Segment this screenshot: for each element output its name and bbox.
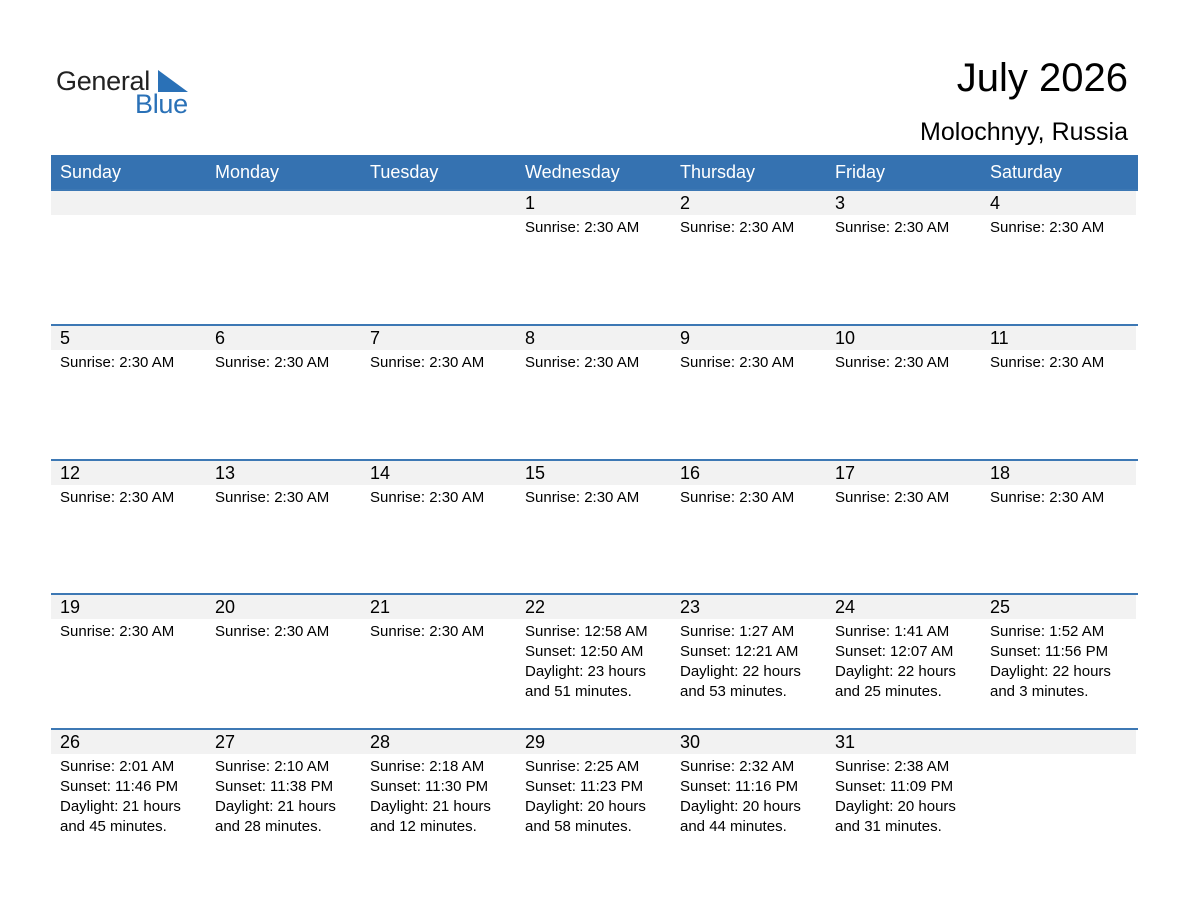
day-details — [206, 754, 361, 837]
day-cell — [361, 595, 516, 730]
day-number: 24 — [826, 595, 981, 619]
day-detail-line: and 25 minutes. — [835, 683, 942, 700]
day-details — [981, 619, 1136, 702]
day-cell — [51, 326, 206, 461]
location-subtitle: Molochnyy, Russia — [920, 118, 1128, 146]
day-detail-line: Sunrise: 2:30 AM — [370, 354, 485, 371]
day-cell — [361, 461, 516, 596]
day-details — [981, 485, 1136, 508]
day-details — [671, 350, 826, 373]
day-detail-line: Sunrise: 2:30 AM — [990, 354, 1105, 371]
day-detail-line: Sunrise: 2:30 AM — [215, 623, 330, 640]
day-cell — [51, 461, 206, 596]
day-detail-line: Sunset: 11:23 PM — [525, 778, 644, 795]
day-number: 2 — [671, 191, 826, 215]
day-details — [671, 485, 826, 508]
day-cell — [981, 595, 1136, 730]
day-detail-line: Sunrise: 2:32 AM — [680, 758, 795, 775]
day-cell — [671, 461, 826, 596]
day-detail-line: Daylight: 22 hours — [990, 663, 1111, 680]
day-detail-line: Sunset: 12:21 AM — [680, 643, 799, 660]
weekday-label: Saturday — [990, 162, 1063, 182]
day-detail-line: Sunrise: 2:30 AM — [215, 354, 330, 371]
day-details — [51, 350, 206, 373]
day-cell — [361, 326, 516, 461]
day-detail-line: Sunrise: 2:30 AM — [835, 354, 950, 371]
day-details — [51, 754, 206, 837]
day-details — [671, 215, 826, 238]
day-cell — [361, 191, 516, 326]
weekday-label: Tuesday — [370, 162, 439, 182]
day-detail-line: Sunset: 11:09 PM — [835, 778, 954, 795]
day-detail-line: Sunrise: 1:27 AM — [680, 623, 795, 640]
day-detail-line: Daylight: 20 hours — [835, 798, 956, 815]
day-cell — [981, 191, 1136, 326]
day-detail-line: Daylight: 21 hours — [370, 798, 491, 815]
day-detail-line: Sunrise: 2:30 AM — [215, 489, 330, 506]
day-details — [826, 619, 981, 702]
day-number: 25 — [981, 595, 1136, 619]
day-details — [361, 215, 516, 218]
day-details — [826, 350, 981, 373]
day-cell — [206, 191, 361, 326]
day-details — [206, 485, 361, 508]
day-cell — [826, 730, 981, 865]
day-detail-line: Daylight: 21 hours — [60, 798, 181, 815]
day-cell — [671, 191, 826, 326]
week-row — [51, 324, 1138, 461]
day-cell — [206, 595, 361, 730]
day-cell — [516, 326, 671, 461]
day-cell — [361, 730, 516, 865]
day-cell — [671, 730, 826, 865]
day-details — [671, 754, 826, 837]
day-detail-line: Sunrise: 2:30 AM — [990, 489, 1105, 506]
brand-logo — [56, 64, 206, 120]
day-cell — [51, 595, 206, 730]
day-number: 6 — [206, 326, 361, 350]
weekday-header — [51, 155, 1138, 189]
day-detail-line: Sunrise: 2:30 AM — [525, 219, 640, 236]
day-cell — [826, 461, 981, 596]
day-details — [51, 215, 206, 218]
day-detail-line: Sunset: 11:30 PM — [370, 778, 489, 795]
day-detail-line: Daylight: 22 hours — [680, 663, 801, 680]
day-detail-line: Sunrise: 2:01 AM — [60, 758, 175, 775]
day-number: 23 — [671, 595, 826, 619]
day-detail-line: and 45 minutes. — [60, 818, 167, 835]
day-number: 21 — [361, 595, 516, 619]
day-detail-line: and 51 minutes. — [525, 683, 632, 700]
day-detail-line: Sunset: 11:56 PM — [990, 643, 1109, 660]
day-cell — [981, 730, 1136, 865]
day-details — [51, 485, 206, 508]
day-detail-line: Sunrise: 2:30 AM — [525, 489, 640, 506]
logo-text-blue: Blue — [135, 89, 188, 119]
day-details — [206, 215, 361, 218]
day-detail-line: and 12 minutes. — [370, 818, 477, 835]
weekday-label: Sunday — [60, 162, 122, 182]
day-details — [361, 350, 516, 373]
day-details — [361, 485, 516, 508]
day-details — [981, 754, 1136, 757]
day-number: 16 — [671, 461, 826, 485]
day-number — [981, 730, 1136, 754]
day-details — [671, 619, 826, 702]
day-number: 8 — [516, 326, 671, 350]
day-detail-line: and 28 minutes. — [215, 818, 322, 835]
day-number: 27 — [206, 730, 361, 754]
day-detail-line: Sunrise: 2:30 AM — [835, 489, 950, 506]
day-number: 11 — [981, 326, 1136, 350]
day-detail-line: and 58 minutes. — [525, 818, 632, 835]
day-number: 5 — [51, 326, 206, 350]
week-row — [51, 189, 1138, 326]
day-number: 30 — [671, 730, 826, 754]
weekday-label: Friday — [835, 162, 886, 182]
day-number — [51, 191, 206, 215]
day-detail-line: Sunset: 11:16 PM — [680, 778, 799, 795]
day-detail-line: Sunrise: 2:30 AM — [680, 354, 795, 371]
day-number: 15 — [516, 461, 671, 485]
day-number: 20 — [206, 595, 361, 619]
day-details — [981, 350, 1136, 373]
weekday-label: Thursday — [680, 162, 756, 182]
day-number: 3 — [826, 191, 981, 215]
day-detail-line: Daylight: 23 hours — [525, 663, 646, 680]
day-detail-line: Daylight: 20 hours — [680, 798, 801, 815]
day-detail-line: Sunrise: 2:38 AM — [835, 758, 950, 775]
day-cell — [826, 326, 981, 461]
day-detail-line: Sunrise: 2:30 AM — [680, 489, 795, 506]
week-row — [51, 728, 1138, 865]
day-number: 28 — [361, 730, 516, 754]
day-cell — [51, 191, 206, 326]
day-detail-line: Sunrise: 12:58 AM — [525, 623, 648, 640]
day-details — [361, 754, 516, 837]
day-cell — [981, 461, 1136, 596]
day-detail-line: Sunset: 12:07 AM — [835, 643, 954, 660]
day-detail-line: Daylight: 22 hours — [835, 663, 956, 680]
day-number — [361, 191, 516, 215]
day-detail-line: and 44 minutes. — [680, 818, 787, 835]
day-detail-line: Sunset: 12:50 AM — [525, 643, 644, 660]
day-details — [516, 754, 671, 837]
week-row — [51, 593, 1138, 730]
day-details — [516, 619, 671, 702]
day-details — [51, 619, 206, 642]
day-cell — [981, 326, 1136, 461]
day-cell — [206, 461, 361, 596]
day-details — [206, 619, 361, 642]
day-cell — [51, 730, 206, 865]
weekday-label: Wednesday — [525, 162, 620, 182]
day-detail-line: Sunrise: 2:30 AM — [60, 489, 175, 506]
day-details — [361, 619, 516, 642]
day-number: 4 — [981, 191, 1136, 215]
day-detail-line: Sunrise: 2:30 AM — [370, 489, 485, 506]
day-number: 18 — [981, 461, 1136, 485]
day-detail-line: Sunset: 11:46 PM — [60, 778, 179, 795]
day-cell — [516, 595, 671, 730]
day-detail-line: Sunrise: 2:30 AM — [370, 623, 485, 640]
week-row — [51, 459, 1138, 596]
day-detail-line: Sunrise: 2:10 AM — [215, 758, 330, 775]
day-detail-line: and 31 minutes. — [835, 818, 942, 835]
day-detail-line: Sunrise: 1:52 AM — [990, 623, 1105, 640]
day-detail-line: Daylight: 21 hours — [215, 798, 336, 815]
day-number: 22 — [516, 595, 671, 619]
day-number: 10 — [826, 326, 981, 350]
day-number: 1 — [516, 191, 671, 215]
day-number: 17 — [826, 461, 981, 485]
day-cell — [671, 595, 826, 730]
day-details — [826, 215, 981, 238]
day-detail-line: and 53 minutes. — [680, 683, 787, 700]
day-number: 14 — [361, 461, 516, 485]
day-cell — [516, 730, 671, 865]
logo-text-general: General — [56, 66, 150, 96]
day-cell — [826, 595, 981, 730]
day-detail-line: Sunrise: 2:30 AM — [835, 219, 950, 236]
day-detail-line: Sunrise: 2:25 AM — [525, 758, 640, 775]
day-number: 26 — [51, 730, 206, 754]
day-cell — [516, 461, 671, 596]
day-detail-line: Sunrise: 1:41 AM — [835, 623, 950, 640]
weekday-label: Monday — [215, 162, 280, 182]
day-details — [981, 215, 1136, 238]
day-cell — [671, 326, 826, 461]
day-detail-line: Daylight: 20 hours — [525, 798, 646, 815]
day-detail-line: Sunrise: 2:30 AM — [990, 219, 1105, 236]
page-title: July 2026 — [956, 56, 1128, 100]
day-detail-line: Sunrise: 2:30 AM — [525, 354, 640, 371]
day-cell — [516, 191, 671, 326]
day-detail-line: Sunrise: 2:18 AM — [370, 758, 485, 775]
day-detail-line: Sunset: 11:38 PM — [215, 778, 334, 795]
day-detail-line: and 3 minutes. — [990, 683, 1089, 700]
day-details — [206, 350, 361, 373]
day-cell — [206, 326, 361, 461]
day-details — [826, 754, 981, 837]
day-cell — [206, 730, 361, 865]
day-details — [516, 485, 671, 508]
day-cell — [826, 191, 981, 326]
day-number: 9 — [671, 326, 826, 350]
day-number: 13 — [206, 461, 361, 485]
day-details — [826, 485, 981, 508]
day-number: 19 — [51, 595, 206, 619]
day-details — [516, 215, 671, 238]
day-detail-line: Sunrise: 2:30 AM — [60, 623, 175, 640]
day-detail-line: Sunrise: 2:30 AM — [680, 219, 795, 236]
day-detail-line: Sunrise: 2:30 AM — [60, 354, 175, 371]
day-details — [516, 350, 671, 373]
day-number: 12 — [51, 461, 206, 485]
day-number: 7 — [361, 326, 516, 350]
day-number: 31 — [826, 730, 981, 754]
day-number: 29 — [516, 730, 671, 754]
day-number — [206, 191, 361, 215]
